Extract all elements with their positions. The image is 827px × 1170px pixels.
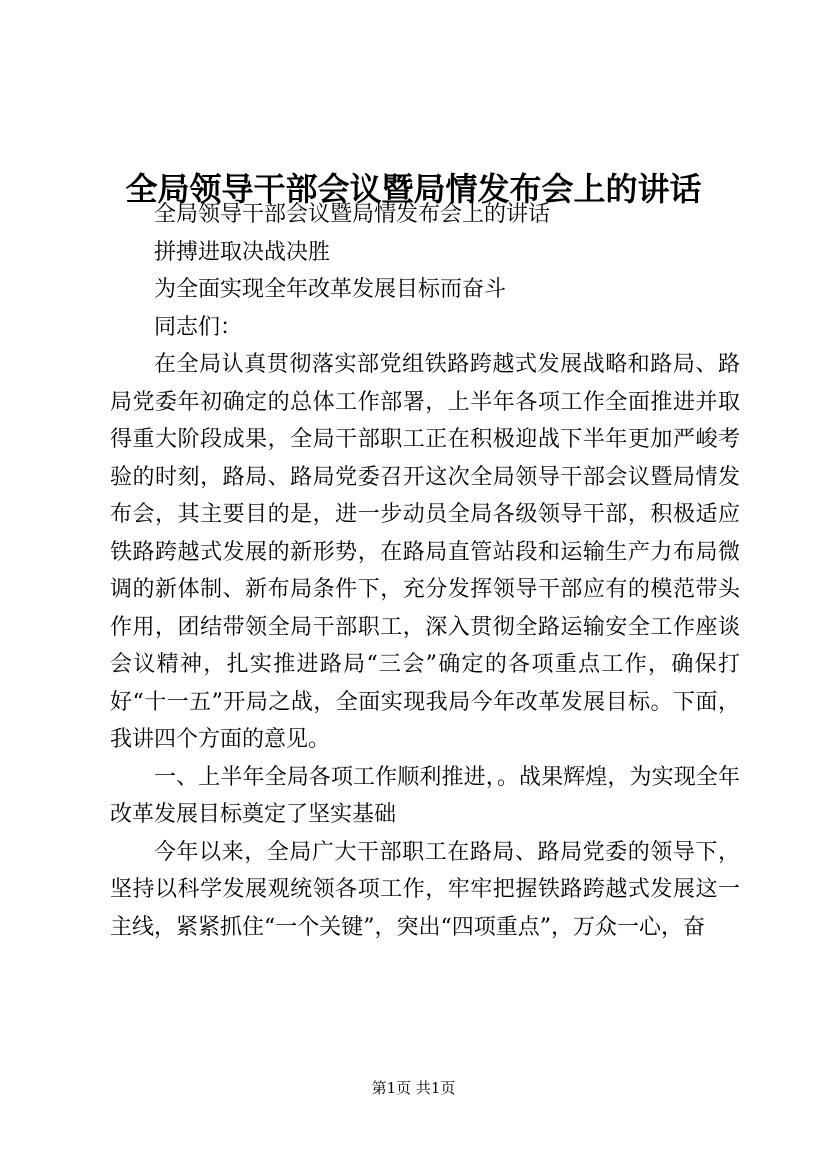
document-title: 全局领导干部会议暨局情发布会上的讲话 (125, 170, 702, 209)
paragraph-subtitle: 全局领导干部会议暨局情发布会上的讲话 (154, 202, 551, 227)
paragraph-introduction: 在全局认真贯彻落实部党组铁路跨越式发展战略和路局、路局党委年初确定的总体工作部署，上半年各项工作全面推进并取得重大阶段成果，全局干部职工正在积极迎战下半年更加严峻考验的时刻，路局、路局党委召开这次全局领导干部会议暨局情发布会，其主要目的是，进一步动员全局各级领导干部，积极适应铁路跨越式发展的新形势，在路局直管站段和运输生产力布局微调的新体制、新布局条件下，充分发挥领导干部应有的模范带头作用，团结带领全局干部职工，深入贯彻全路运输安全工作座谈会议精神，扎实推进路局“三会”确定的各项重点工作，确保打好“十一五”开局之战，全面实现我局今年改革发展目标。下面，我讲四个方面的意见。 (110, 352, 740, 752)
paragraph-slogan: 拼搏进取决战决胜 (154, 239, 331, 265)
paragraph-theme: 为全面实现全年改革发展目标而奋斗 (154, 277, 507, 302)
section-heading-1: 一、上半年全局各项工作顺利推进，。战果辉煌，为实现全年改革发展目标奠定了坚实基础 (110, 764, 740, 827)
document-body (110, 196, 740, 946)
paragraph-section-1-body: 今年以来，全局广大干部职工在路局、路局党委的领导下，坚持以科学发展观统领各项工作，牢牢把握铁路跨越式发展这一主线，紧紧抓住“一个关键”，突出“四项重点”，万众一心，奋 (110, 839, 740, 940)
page-footer: 第1页 共1页 (371, 1079, 456, 1097)
paragraph-salutation: 同志们： (154, 314, 243, 340)
